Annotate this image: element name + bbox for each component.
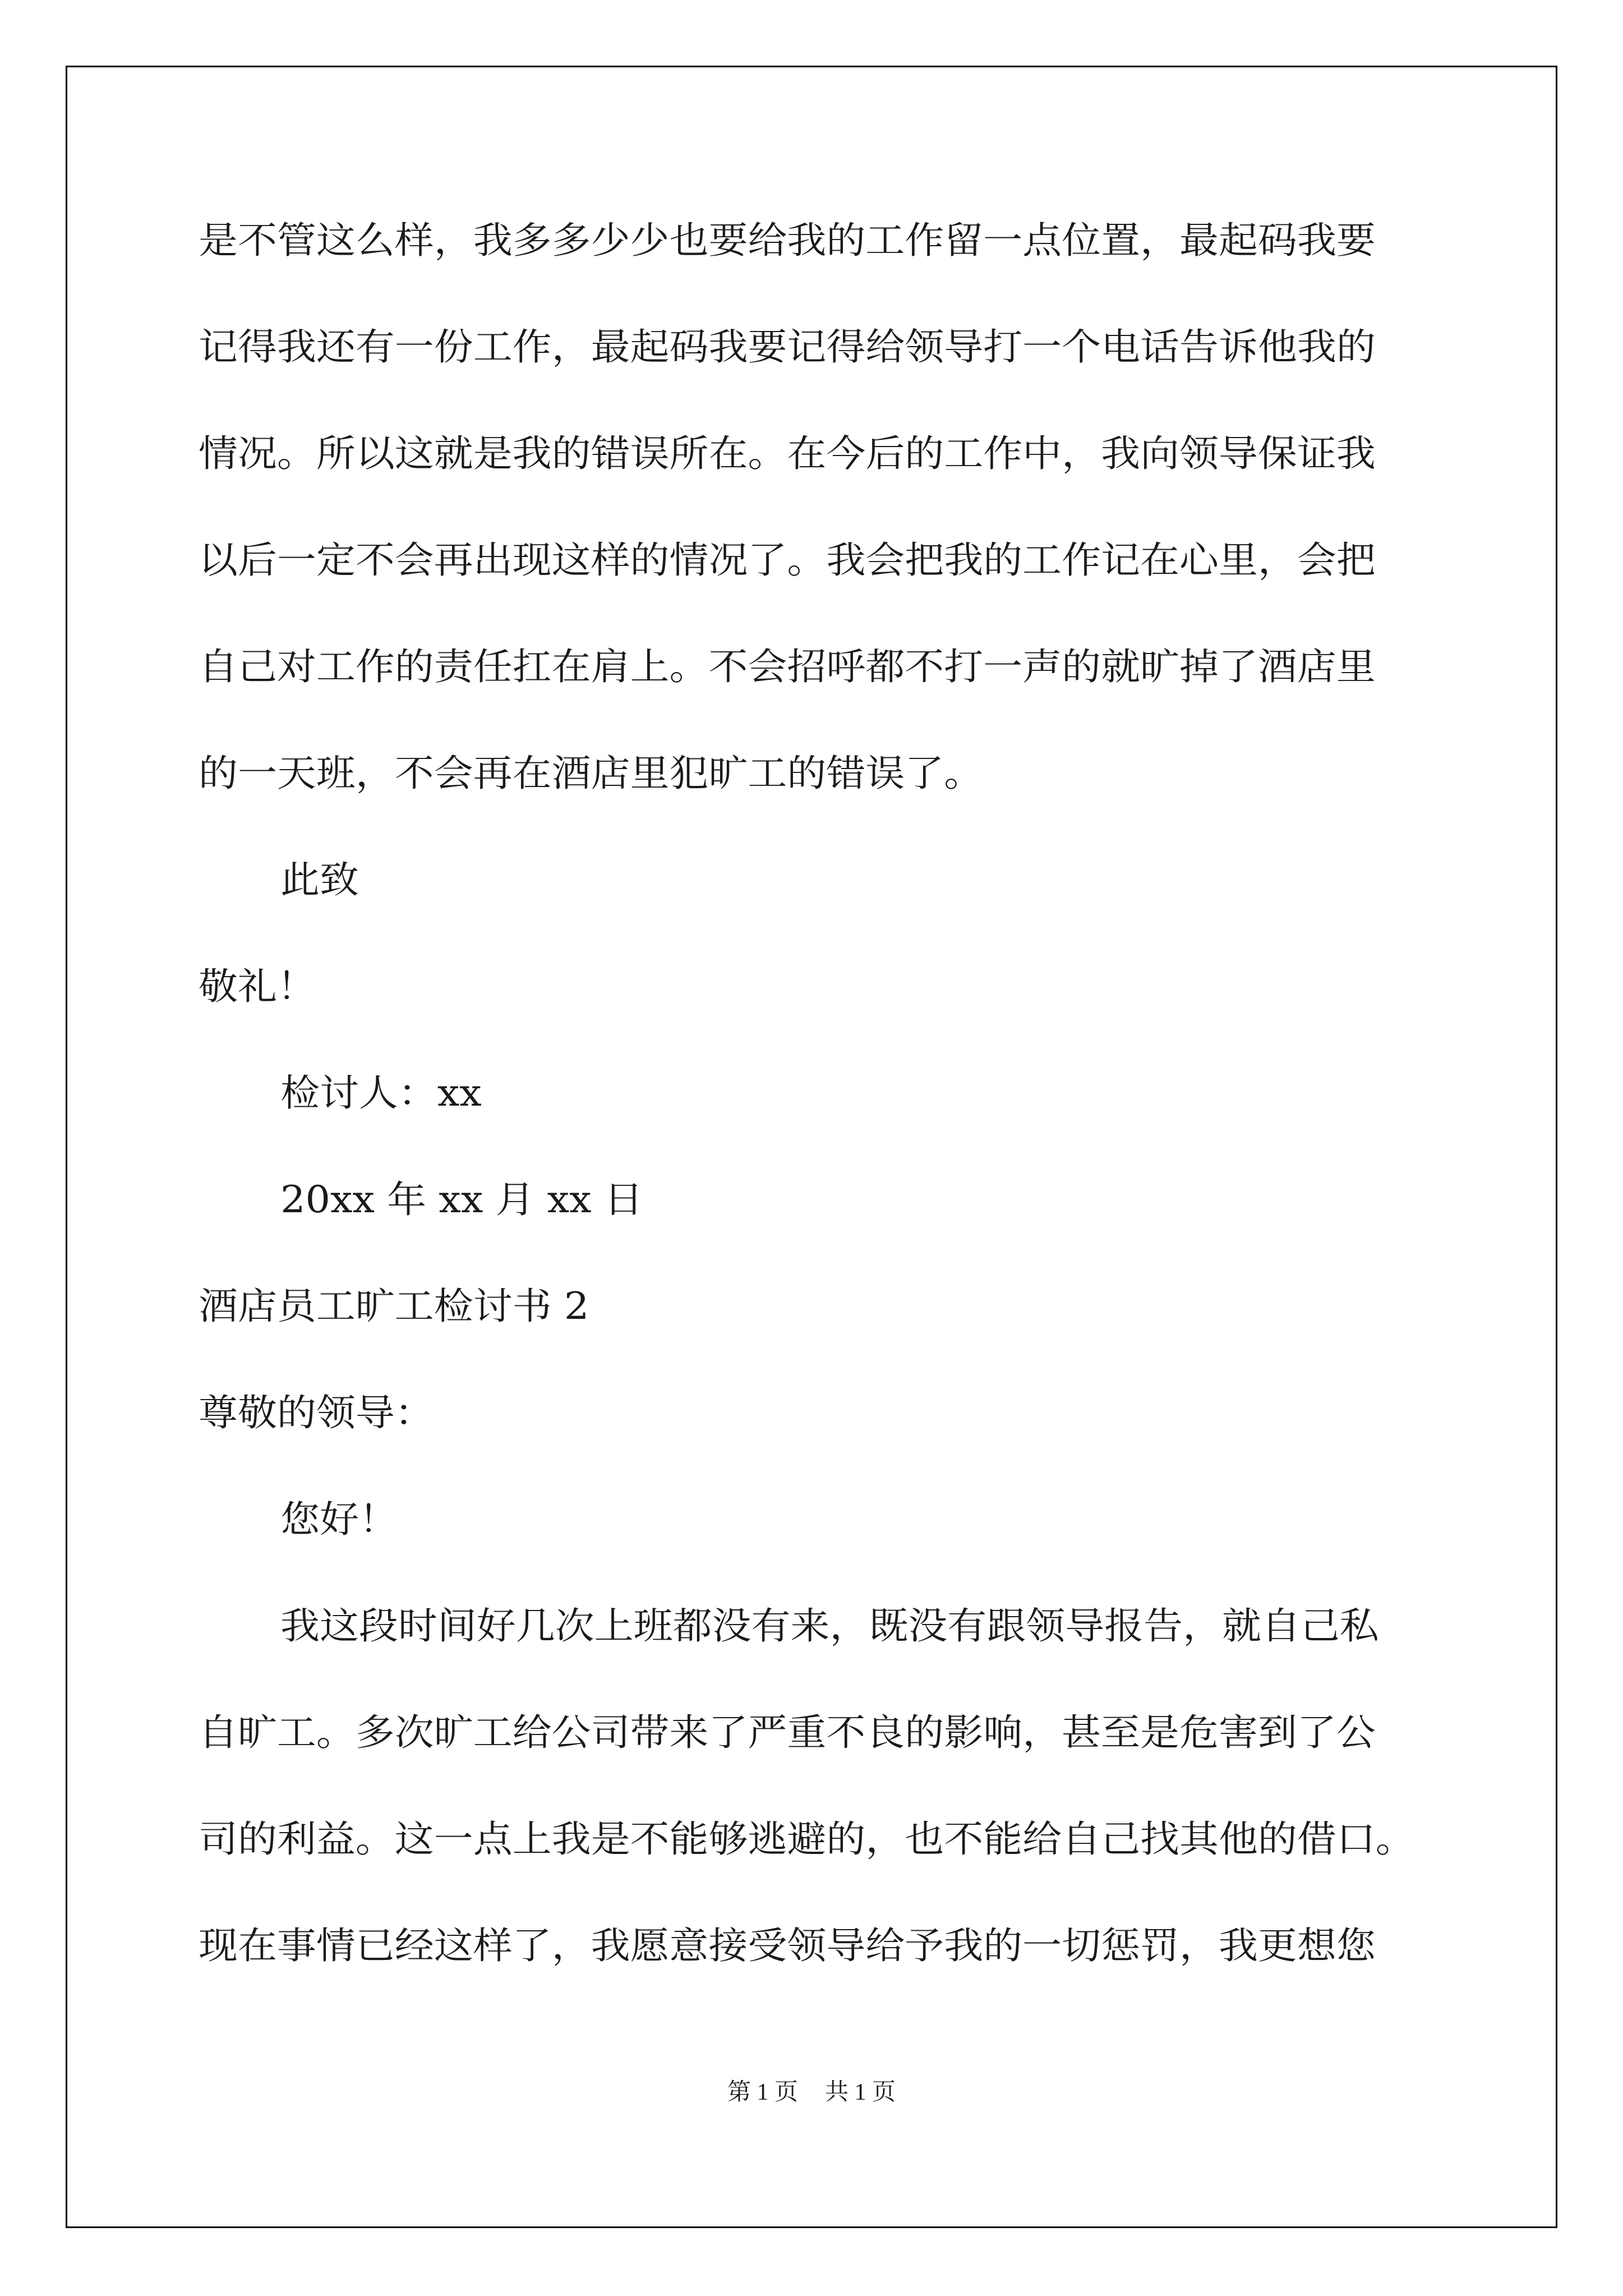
page-border — [66, 66, 1557, 2228]
body-line-7: 我这段时间好几次上班都没有来，既没有跟领导报告，就自己私 — [280, 1604, 1379, 1648]
opening-greeting: 您好！ — [280, 1498, 398, 1541]
recipient-greeting: 尊敬的领导： — [199, 1391, 434, 1434]
body-line-6: 的一天班，不会再在酒店里犯旷工的错误了。 — [199, 752, 984, 795]
body-line-2: 记得我还有一份工作，最起码我要记得给领导打一个电话告诉他我的 — [199, 325, 1376, 369]
signature-name: 检讨人：xx — [280, 1071, 482, 1115]
page-footer — [0, 2078, 1623, 2106]
body-line-8: 自旷工。多次旷工给公司带来了严重不良的影响，甚至是危害到了公 — [199, 1711, 1376, 1754]
body-line-1: 是不管这么样，我多多少少也要给我的工作留一点位置，最起码我要 — [199, 219, 1376, 262]
closing-regards: 敬礼！ — [199, 965, 316, 1008]
body-line-5: 自己对工作的责任扛在肩上。不会招呼都不打一声的就旷掉了酒店里 — [199, 645, 1376, 688]
page-number: 第 1 页 — [727, 2079, 798, 2105]
body-line-10: 现在事情已经这样了，我愿意接受领导给予我的一切惩罚，我更想您 — [199, 1924, 1376, 1967]
page-total: 共 1 页 — [825, 2079, 896, 2105]
closing-salutation: 此致 — [280, 858, 359, 901]
body-line-9: 司的利益。这一点上我是不能够逃避的，也不能给自己找其他的借口。 — [199, 1818, 1415, 1861]
signature-date: 20xx 年 xx 月 xx 日 — [280, 1178, 643, 1221]
body-line-4: 以后一定不会再出现这样的情况了。我会把我的工作记在心里，会把 — [199, 539, 1376, 582]
body-line-3: 情况。所以这就是我的错误所在。在今后的工作中，我向领导保证我 — [199, 432, 1376, 475]
section-title: 酒店员工旷工检讨书 2 — [199, 1285, 589, 1328]
